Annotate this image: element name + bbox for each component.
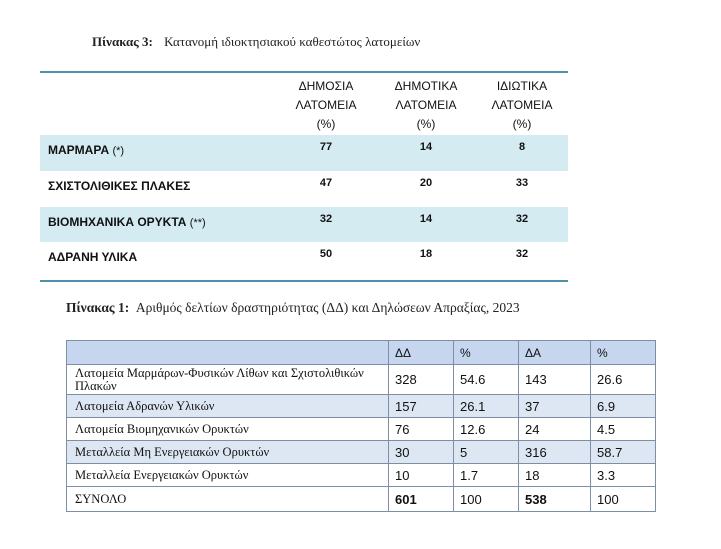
table-row (67, 418, 656, 441)
table1-caption (66, 300, 520, 316)
table-row (67, 365, 656, 395)
table1-caption-text: Αριθμός δελτίων δραστηριότητας (ΔΔ) και Δηλώσεων Απραξίας, 2023 (135, 300, 520, 315)
cell-da-total: 538 (519, 487, 591, 512)
row-name: Μεταλλεία Μη Ενεργειακών Ορυκτών (67, 441, 389, 464)
table-row-industrial-minerals (40, 207, 568, 242)
cell-da-percent: 26.6 (591, 365, 656, 395)
header-cell-dd-percent: % (454, 341, 519, 365)
row-name: Μεταλλεία Ενεργειακών Ορυκτών (67, 464, 389, 487)
cell-da: 316 (519, 441, 591, 464)
header-municipal-quarries: ΔΗΜΟΤΙΚΑ ΛΑΤΟΜΕΙΑ (%) (394, 79, 458, 131)
cell-public: 50 (319, 248, 333, 260)
cell-da-percent: 4.5 (591, 418, 656, 441)
cell-private: 32 (515, 248, 529, 260)
cell-dd: 328 (389, 365, 454, 395)
ownership-table (40, 71, 568, 282)
table-row (67, 441, 656, 464)
cell-private: 33 (515, 177, 529, 189)
row-name: Λατομεία Βιομηχανικών Ορυκτών (67, 418, 389, 441)
row-label: ΣΧΙΣΤΟΛΙΘΙΚΕΣ ΠΛΑΚΕΣ (48, 179, 191, 193)
cell-da: 37 (519, 395, 591, 418)
row-name: Λατομεία Μαρμάρων-Φυσικών Λίθων και Σχιστολιθικών Πλακών (67, 365, 389, 395)
ownership-table-header (40, 73, 568, 135)
table3-caption-number: Πίνακας 3: (92, 34, 153, 49)
cell-municipal: 18 (419, 248, 433, 260)
cell-da: 24 (519, 418, 591, 441)
cell-da-percent: 6.9 (591, 395, 656, 418)
header-cell-dd: ΔΔ (389, 341, 454, 365)
cell-private: 8 (518, 141, 526, 153)
cell-dd-percent: 54.6 (454, 365, 519, 395)
cell-dd: 30 (389, 441, 454, 464)
table-row-aggregates (40, 242, 568, 280)
table1-caption-number: Πίνακας 1: (66, 300, 130, 315)
row-label: ΒΙΟΜΗΧΑΝΙΚΑ ΟΡΥΚΤΑ (**) (48, 215, 206, 229)
cell-dd-total: 601 (389, 487, 454, 512)
activity-reports-table (66, 340, 656, 512)
cell-dd-percent: 12.6 (454, 418, 519, 441)
cell-municipal: 14 (419, 141, 433, 153)
cell-municipal: 20 (419, 177, 433, 189)
cell-dd: 76 (389, 418, 454, 441)
cell-da: 143 (519, 365, 591, 395)
cell-da-percent-total: 100 (591, 487, 656, 512)
cell-municipal: 14 (419, 213, 433, 225)
cell-da-percent: 3.3 (591, 464, 656, 487)
table-row (67, 464, 656, 487)
header-private-quarries: ΙΔΙΩΤΙΚΑ ΛΑΤΟΜΕΙΑ (%) (491, 79, 553, 131)
cell-dd-percent-total: 100 (454, 487, 519, 512)
table3-caption-text: Κατανομή ιδιοκτησιακού καθεστώτος λατομείων (164, 34, 421, 49)
cell-public: 77 (319, 141, 333, 153)
cell-dd: 157 (389, 395, 454, 418)
cell-dd-percent: 26.1 (454, 395, 519, 418)
row-label: ΑΔΡΑΝΗ ΥΛΙΚΑ (48, 250, 138, 264)
cell-dd: 10 (389, 464, 454, 487)
table-header-row (67, 341, 656, 365)
header-cell-name (67, 341, 389, 365)
header-cell-da-percent: % (591, 341, 656, 365)
cell-dd-percent: 5 (454, 441, 519, 464)
table3-caption (92, 34, 420, 50)
cell-da: 18 (519, 464, 591, 487)
header-cell-da: ΔΑ (519, 341, 591, 365)
row-name-total: ΣΥΝΟΛΟ (67, 487, 389, 512)
header-public-quarries: ΔΗΜΟΣΙΑ ΛΑΤΟΜΕΙΑ (%) (295, 79, 357, 131)
table-row-marbles (40, 135, 568, 171)
table-row (67, 395, 656, 418)
header-empty-cell (40, 73, 276, 135)
cell-public: 47 (319, 177, 333, 189)
cell-da-percent: 58.7 (591, 441, 656, 464)
cell-dd-percent: 1.7 (454, 464, 519, 487)
row-name: Λατομεία Αδρανών Υλικών (67, 395, 389, 418)
cell-public: 32 (319, 213, 333, 225)
table-row-slate-slabs (40, 171, 568, 207)
table-total-row (67, 487, 656, 512)
cell-private: 32 (515, 213, 529, 225)
row-label: ΜΑΡΜΑΡΑ (*) (48, 143, 125, 157)
